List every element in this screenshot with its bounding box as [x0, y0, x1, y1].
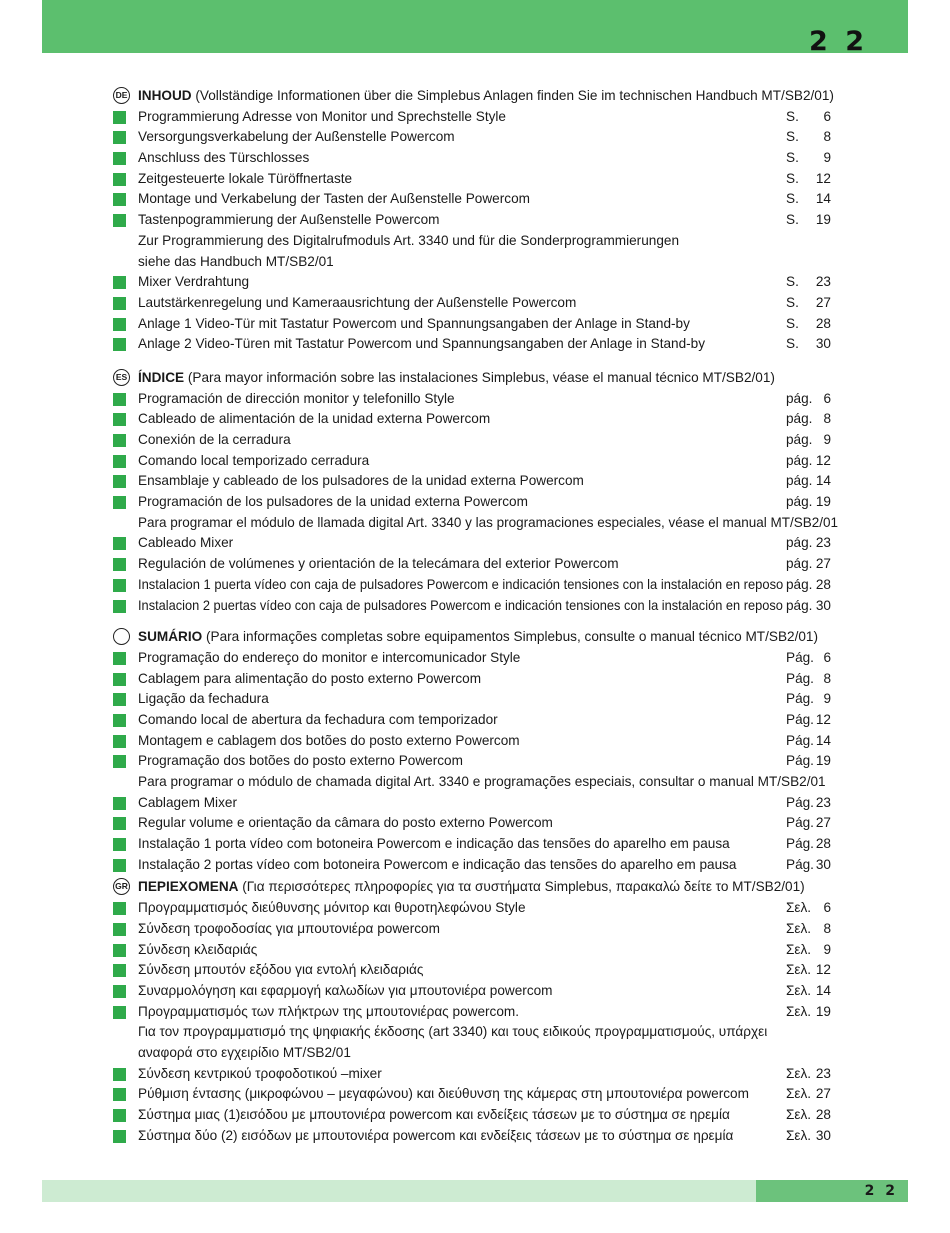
- page-prefix: Pág.: [786, 815, 814, 831]
- page-prefix: Pág.: [786, 836, 814, 852]
- green-square-bullet-icon: [113, 338, 126, 351]
- page-number: 12: [815, 711, 831, 727]
- language-badge-icon: ES: [113, 369, 130, 386]
- page-number: 23: [815, 1065, 831, 1081]
- toc-entry-title: Para programar o módulo de chamada digital Art. 3340 e programações especiais, consultar o manual MT/SB2/01: [138, 774, 826, 789]
- section-heading: [113, 368, 833, 389]
- toc-entry-title: Συναρμολόγηση και εφαρμογή καλωδίων για μπουτονιέρα powercom: [138, 982, 553, 998]
- green-square-bullet-icon: [113, 152, 126, 165]
- page-number: 14: [815, 191, 831, 207]
- page-number: 28: [815, 576, 831, 592]
- toc-entry: [113, 554, 833, 575]
- green-square-bullet-icon: [113, 537, 126, 550]
- toc-entry-title: Tastenpogrammierung der Außenstelle Powercom: [138, 212, 440, 228]
- green-square-bullet-icon: [113, 714, 126, 727]
- page-prefix: S.: [786, 336, 799, 352]
- toc-entry: [113, 669, 833, 690]
- toc-entry: [113, 1022, 833, 1043]
- page-number: 23: [815, 274, 831, 290]
- toc-entry: [113, 148, 833, 169]
- page-number-bottom: 2 2: [756, 1180, 908, 1202]
- green-square-bullet-icon: [113, 1088, 126, 1101]
- page-prefix: Σελ.: [786, 1127, 812, 1143]
- toc-entry-title: Cableado de alimentación de la unidad externa Powercom: [138, 411, 491, 427]
- toc-entry: [113, 409, 833, 430]
- toc-entry: [113, 575, 833, 596]
- page-number: 28: [815, 1107, 831, 1122]
- toc-entry: [113, 1064, 833, 1085]
- page-number: 27: [815, 294, 831, 310]
- toc-entry: [113, 272, 833, 293]
- green-square-bullet-icon: [113, 673, 126, 686]
- page-number: 27: [815, 815, 831, 831]
- toc-entry: [113, 981, 833, 1002]
- toc-entry-title: Comando local de abertura da fechadura com temporizador: [138, 711, 498, 727]
- page-number: 6: [823, 900, 831, 916]
- toc-entry-title: Anlage 1 Video-Tür mit Tastatur Powercom und Spannungsangaben der Anlage in Stand-by: [138, 315, 690, 331]
- toc-entry: [113, 648, 833, 669]
- page-prefix: pág.: [786, 473, 813, 489]
- toc-entry: [113, 710, 833, 731]
- page-prefix: pág.: [786, 535, 813, 551]
- page-prefix: pág.: [786, 411, 813, 427]
- page-number: 9: [823, 150, 831, 166]
- page-number: 30: [815, 597, 831, 613]
- page-prefix: Σελ.: [786, 962, 812, 978]
- page-number: 6: [823, 649, 831, 665]
- toc-entry: [113, 127, 833, 148]
- toc-entry-title: Programação do endereço do monitor e intercomunicador Style: [138, 649, 521, 665]
- section-heading: [113, 627, 833, 648]
- page-number: 8: [823, 670, 831, 686]
- page-number: 12: [815, 452, 831, 468]
- toc-entry: [113, 731, 833, 752]
- toc-entry-title: Σύνδεση τροφοδοσίας για μπουτονιέρα powercom: [138, 920, 440, 936]
- green-square-bullet-icon: [113, 131, 126, 144]
- page-number: 19: [815, 494, 831, 510]
- toc-entry: [113, 492, 833, 513]
- toc-entry: [113, 210, 833, 231]
- section-title-line: [138, 86, 834, 107]
- section-subtitle: (Para informações completas sobre equipamentos Simplebus, consulte o manual técnico MT/SB2/01): [202, 629, 819, 645]
- page-number: 6: [823, 108, 831, 124]
- page-number: 9: [823, 691, 831, 707]
- page-prefix: S.: [786, 274, 799, 290]
- green-square-bullet-icon: [113, 735, 126, 748]
- toc-entry: [113, 793, 833, 814]
- toc-entry-title: Για τον προγραμματισμό της ψηφιακής έκδοσης (art 3340) και τους ειδικούς προγραμματισμούς, υπάρχει: [138, 1024, 768, 1040]
- toc-entry-title: Mixer Verdrahtung: [138, 274, 250, 290]
- page-number-top: 2 2: [809, 26, 868, 57]
- green-square-bullet-icon: [113, 944, 126, 957]
- toc-entry-title: Versorgungsverkabelung der Außenstelle Powercom: [138, 129, 455, 145]
- page-prefix: S.: [786, 212, 799, 228]
- toc-entry-title: Instalação 2 portas vídeo com botoneira Powercom e indicação das tensões do aparelho em pausa: [138, 856, 737, 872]
- toc-entry-title: Programmierung Adresse von Monitor und Sprechstelle Style: [138, 108, 506, 124]
- page-number: 8: [823, 411, 831, 427]
- toc-entry-title: Ensamblaje y cableado de los pulsadores de la unidad externa Powercom: [138, 473, 584, 489]
- toc-entry-title: Conexión de la cerradura: [138, 432, 291, 447]
- toc-entry: [113, 940, 833, 961]
- green-square-bullet-icon: [113, 276, 126, 289]
- page-prefix: Σελ.: [786, 982, 812, 998]
- green-square-bullet-icon: [113, 455, 126, 468]
- section-subtitle: (Για περισσότερες πληροφορίες για τα συστήματα Simplebus, παρακαλώ δείτε το MT/SB2/01): [238, 879, 805, 895]
- toc-entry-title: Σύνδεση μπουτόν εξόδου για εντολή κλειδαριάς: [138, 962, 424, 978]
- toc-entry-title: Programación de dirección monitor y telefonillo Style: [138, 390, 455, 406]
- toc-entry-title: Montage und Verkabelung der Tasten der Außenstelle Powercom: [138, 191, 530, 207]
- page-prefix: S.: [786, 294, 799, 310]
- green-square-bullet-icon: [113, 475, 126, 488]
- page-number: 14: [815, 982, 831, 998]
- page-prefix: Σελ.: [786, 1086, 812, 1102]
- green-square-bullet-icon: [113, 434, 126, 447]
- page-prefix: Σελ.: [786, 920, 812, 936]
- toc-entry-title: Regulación de volúmenes y orientación de la telecámara del exterior Powercom: [138, 556, 619, 572]
- section-gap: [113, 355, 833, 368]
- green-square-bullet-icon: [113, 214, 126, 227]
- green-square-bullet-icon: [113, 558, 126, 571]
- toc-entry-title: Montagem e cablagem dos botões do posto externo Powercom: [138, 732, 520, 748]
- green-square-bullet-icon: [113, 985, 126, 998]
- page-number: 19: [815, 753, 831, 769]
- green-square-bullet-icon: [113, 652, 126, 665]
- page-number: 28: [815, 836, 831, 852]
- section-title-line: [138, 368, 775, 389]
- toc-entry-title: Instalação 1 porta vídeo com botoneira Powercom e indicação das tensões do aparelho em pausa: [138, 836, 730, 852]
- page-prefix: pág.: [786, 576, 813, 592]
- section-title: ÍNDICE: [138, 369, 185, 385]
- page-prefix: pág.: [786, 556, 813, 572]
- green-square-bullet-icon: [113, 413, 126, 426]
- page-number: 19: [815, 212, 831, 228]
- section-subtitle: (Vollständige Informationen über die Simplebus Anlagen finden Sie im technischen Handbuch MT/SB2/01): [191, 88, 834, 103]
- page-prefix: pág.: [786, 390, 813, 406]
- page-prefix: S.: [786, 170, 799, 186]
- toc-section: [113, 368, 839, 616]
- toc-entry-title: Cableado Mixer: [138, 535, 234, 551]
- page-prefix: S.: [786, 129, 799, 145]
- toc-entry: [113, 389, 833, 410]
- page-prefix: pág.: [786, 494, 813, 510]
- green-square-bullet-icon: [113, 579, 126, 592]
- green-square-bullet-icon: [113, 1068, 126, 1081]
- toc-entry: [113, 960, 833, 981]
- page-prefix: S.: [786, 191, 799, 207]
- page-prefix: Σελ.: [786, 900, 812, 916]
- page-prefix: Pág.: [786, 732, 814, 748]
- page-number: 30: [815, 1127, 831, 1143]
- toc-entry-title: Σύστημα δύο (2) εισόδων με μπουτονιέρα powercom και ενδείξεις τάσεων με το σύστημα σε ηρεμία: [138, 1127, 734, 1143]
- page-prefix: pág.: [786, 432, 813, 447]
- section-subtitle: (Para mayor información sobre las instalaciones Simplebus, véase el manual técnico MT/SB2/01): [184, 369, 775, 385]
- toc-entry: [113, 471, 833, 492]
- green-square-bullet-icon: [113, 797, 126, 810]
- toc-entry: [113, 231, 833, 252]
- section-heading: [113, 877, 833, 898]
- toc-entry: [113, 451, 833, 472]
- page-prefix: pág.: [786, 452, 813, 468]
- page-number: 30: [815, 856, 831, 872]
- green-square-bullet-icon: [113, 923, 126, 936]
- toc-entry: [113, 1105, 833, 1126]
- page-prefix: S.: [786, 108, 799, 124]
- green-square-bullet-icon: [113, 297, 126, 310]
- toc-entry: [113, 1126, 833, 1147]
- toc-entry-title: Σύνδεση κλειδαριάς: [138, 941, 258, 957]
- toc-entry: [113, 689, 833, 710]
- toc-entry-title: Zeitgesteuerte lokale Türöffnertaste: [138, 170, 353, 186]
- toc-entry: [113, 596, 833, 617]
- page-number: 28: [815, 315, 831, 331]
- toc-section: [113, 627, 833, 875]
- page-number: 30: [815, 336, 831, 352]
- green-square-bullet-icon: [113, 173, 126, 186]
- toc-entry: [113, 107, 833, 128]
- green-square-bullet-icon: [113, 693, 126, 706]
- section-title-line: [138, 627, 818, 648]
- green-square-bullet-icon: [113, 1109, 126, 1122]
- green-square-bullet-icon: [113, 859, 126, 872]
- section-title: ΠΕΡΙΕΧΟΜΕΝΑ: [138, 879, 239, 895]
- page-number: 9: [823, 941, 831, 957]
- green-square-bullet-icon: [113, 964, 126, 977]
- toc-entry-title: Zur Programmierung des Digitalrufmoduls Art. 3340 und für die Sonderprogrammierungen: [138, 232, 680, 248]
- toc-entry: [113, 1002, 833, 1023]
- toc-entry-title: Σύστημα μιας (1)εισόδου με μπουτονιέρα powercom και ενδείξεις τάσεων με το σύστημα σε ηρεμία: [138, 1107, 730, 1122]
- section-heading: [113, 86, 833, 107]
- green-square-bullet-icon: [113, 496, 126, 509]
- page-prefix: Pág.: [786, 691, 814, 707]
- page-number: 23: [815, 535, 831, 551]
- page-prefix: S.: [786, 150, 799, 166]
- toc-entry: [113, 430, 833, 451]
- toc-entry: [113, 314, 833, 335]
- green-square-bullet-icon: [113, 1006, 126, 1019]
- toc-entry: [113, 772, 833, 793]
- page-number: 12: [815, 170, 831, 186]
- toc-entry: [113, 751, 833, 772]
- toc-entry-title: Cablagem Mixer: [138, 794, 237, 810]
- table-of-contents: [113, 86, 839, 1146]
- toc-entry-title: Lautstärkenregelung und Kameraausrichtung der Außenstelle Powercom: [138, 294, 577, 310]
- green-square-bullet-icon: [113, 111, 126, 124]
- toc-entry: [113, 513, 839, 534]
- page-prefix: Σελ.: [786, 941, 812, 957]
- green-square-bullet-icon: [113, 1130, 126, 1143]
- toc-entry: [113, 855, 833, 876]
- green-square-bullet-icon: [113, 193, 126, 206]
- toc-entry-title: Instalacion 2 puertas vídeo con caja de pulsadores Powercom e indicación tensiones con la instalación en reposo: [138, 597, 783, 613]
- page-prefix: Pág.: [786, 711, 814, 727]
- toc-entry-title: Programação dos botões do posto externo Powercom: [138, 753, 463, 769]
- toc-entry-title: Cablagem para alimentação do posto externo Powercom: [138, 670, 482, 686]
- toc-section: [113, 86, 833, 355]
- green-square-bullet-icon: [113, 755, 126, 768]
- toc-entry: [113, 1084, 833, 1105]
- page-prefix: Pág.: [786, 794, 814, 810]
- page-prefix: S.: [786, 315, 799, 331]
- page-prefix: Σελ.: [786, 1065, 812, 1081]
- page-prefix: Σελ.: [786, 1003, 812, 1019]
- page-number: 9: [823, 432, 831, 447]
- page-prefix: pág.: [786, 597, 813, 613]
- toc-entry-title: Anlage 2 Video-Türen mit Tastatur Powercom und Spannungsangaben der Anlage in Stand-by: [138, 336, 706, 352]
- toc-entry-title: Instalacion 1 puerta vídeo con caja de pulsadores Powercom e indicación tensiones con la instalación en reposo: [138, 576, 784, 592]
- page-number: 8: [823, 129, 831, 145]
- toc-entry-title: Σύνδεση κεντρικού τροφοδοτικού –mixer: [138, 1065, 382, 1081]
- section-title: SUMÁRIO: [138, 629, 203, 645]
- toc-entry-title: siehe das Handbuch MT/SB2/01: [138, 253, 334, 269]
- toc-entry-title: Προγραμματισμός διεύθυνσης μόνιτορ και θυροτηλεφώνου Style: [138, 900, 526, 916]
- language-badge-icon: GR: [113, 878, 130, 895]
- toc-entry: [113, 919, 833, 940]
- toc-entry-title: Comando local temporizado cerradura: [138, 452, 370, 468]
- page-number: 12: [815, 962, 831, 978]
- toc-entry: [113, 252, 833, 273]
- header-bar: [42, 0, 908, 57]
- language-badge-icon: DE: [113, 87, 130, 104]
- page-number: 27: [815, 1086, 831, 1102]
- toc-entry: [113, 813, 833, 834]
- page-number: 14: [815, 473, 831, 489]
- toc-entry: [113, 1043, 833, 1064]
- toc-entry-title: Programación de los pulsadores de la unidad externa Powercom: [138, 494, 528, 510]
- toc-entry-title: αναφορά στο εγχειρίδιο MT/SB2/01: [138, 1044, 351, 1060]
- toc-entry: [113, 334, 833, 355]
- page-number: 23: [815, 794, 831, 810]
- green-square-bullet-icon: [113, 600, 126, 613]
- toc-entry: [113, 834, 833, 855]
- page-number: 14: [815, 732, 831, 748]
- page-prefix: Pág.: [786, 649, 814, 665]
- toc-entry-title: Ρύθμιση έντασης (μικροφώνου – μεγαφώνου) και διεύθυνση της κάμερας στη μπουτονιέρα powercom: [138, 1086, 749, 1102]
- green-square-bullet-icon: [113, 393, 126, 406]
- section-title: INHOUD: [138, 88, 192, 103]
- section-title-line: [138, 877, 805, 898]
- green-square-bullet-icon: [113, 318, 126, 331]
- green-square-bullet-icon: [113, 902, 126, 915]
- toc-entry-title: Para programar el módulo de llamada digital Art. 3340 y las programaciones especiales, véase el manual MT/SB2/01: [138, 514, 839, 530]
- page-number: 27: [815, 556, 831, 572]
- toc-entry-title: Anschluss des Türschlosses: [138, 150, 310, 166]
- page-number: 19: [815, 1003, 831, 1019]
- toc-entry: [113, 189, 833, 210]
- green-square-bullet-icon: [113, 817, 126, 830]
- toc-entry: [113, 169, 833, 190]
- page-prefix: Pág.: [786, 753, 814, 769]
- page-prefix: Pág.: [786, 670, 814, 686]
- toc-entry: [113, 293, 833, 314]
- toc-entry-title: Regular volume e orientação da câmara do posto externo Powercom: [138, 815, 553, 831]
- toc-section: [113, 877, 833, 1146]
- page-prefix: Σελ.: [786, 1107, 812, 1122]
- toc-entry-title: Ligação da fechadura: [138, 691, 269, 707]
- green-square-bullet-icon: [113, 838, 126, 851]
- toc-entry: [113, 898, 833, 919]
- footer-bar: [42, 1180, 908, 1202]
- section-gap: [113, 616, 833, 627]
- page-prefix: Pág.: [786, 856, 814, 872]
- page-number: 6: [823, 390, 831, 406]
- language-badge-icon: [113, 628, 130, 645]
- page-number: 8: [823, 920, 831, 936]
- toc-entry-title: Προγραμματισμός των πλήκτρων της μπουτονιέρας powercom.: [138, 1003, 519, 1019]
- toc-entry: [113, 533, 833, 554]
